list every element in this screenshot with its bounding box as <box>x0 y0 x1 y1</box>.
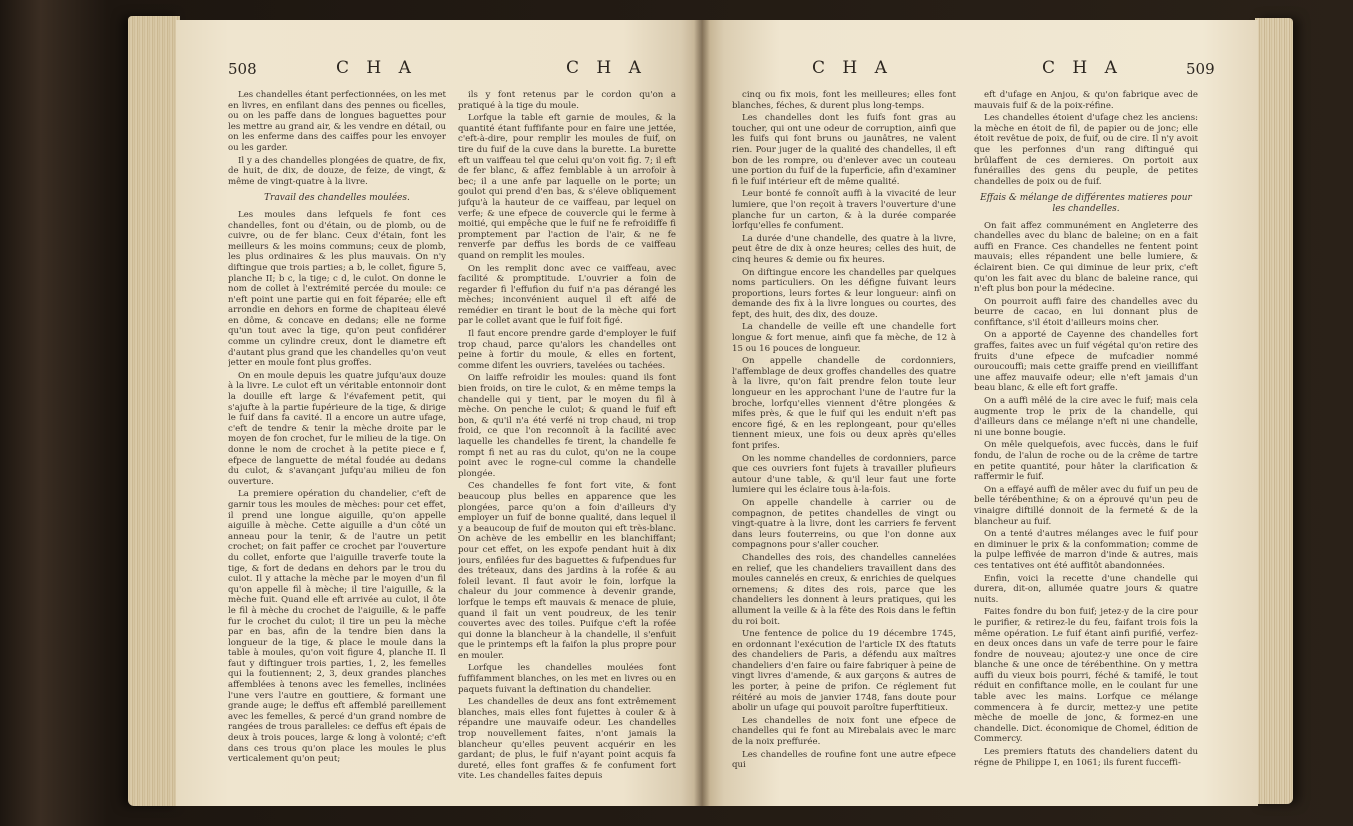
paragraph: On a tenté d'autres mélanges avec le fuif pour en diminuer le prix & la confommation; comme de la pulpe leffivée de marron d'inde & autres, mais ces tentatives ont été auffitôt abandonnées. <box>974 529 1198 571</box>
paragraph: On mêle quelquefois, avec fuccès, dans le fuif fondu, de l'alun de roche ou de la crême de tartre en petite quantité, pour hâter la clarification & raffermir le fuif. <box>974 440 1198 483</box>
section-subtitle: Effais & mélange de différentes matieres pour les chandelles. <box>980 193 1192 214</box>
section-subtitle: Travail des chandelles moulées. <box>264 193 410 204</box>
paragraph: On a auffi mêlé de la cire avec le fuif; mais cela augmente trop le prix de la chandelle, qui d'ailleurs dans ce mélange n'eft ni une chandelle, ni une bonne bougie. <box>974 396 1198 438</box>
right-page-edges <box>1255 18 1293 804</box>
left-page-column-1 <box>228 90 446 806</box>
left-page-edges <box>128 16 180 806</box>
paragraph: Lorfque les chandelles moulées font fuffifamment blanches, on les met en livres ou en paquets fuivant la deftination du chandelier. <box>458 663 676 695</box>
paragraph: Leur bonté fe connoît auffi à la vivacité de leur lumiere, que l'on reçoit à travers l'ouverture d'une planche fur un carton, & à la durée comparée lorfqu'elles fe confument. <box>732 189 956 232</box>
paragraph: La chandelle de veille eft une chandelle fort longue & fort menue, ainfi que fa mèche, de 12 à 15 ou 16 pouces de longueur. <box>732 322 956 354</box>
paragraph: On diftingue encore les chandelles par quelques noms particuliers. On les défigne fuivant leurs proportions, leurs fortes & leur longueur: ainfi on demande des fix à la livre longues ou courtes, des fept, des huit, des dix, des douze. <box>732 267 956 320</box>
paragraph: ils y font retenus par le cordon qu'on a pratiqué à la tige du moule. <box>458 90 676 111</box>
right-page-column-1 <box>732 90 956 806</box>
paragraph: Enfin, voici la recette d'une chandelle qui durera, dit-on, allumée quatre jours & quatre nuits. <box>974 573 1198 605</box>
paragraph: On pourroit auffi faire des chandelles avec du beurre de cacao, en lui donnant plus de confiftance, s'il étoit d'ailleurs moins cher. <box>974 296 1198 328</box>
paragraph: Les premiers ftatuts des chandeliers datent du régne de Philippe I, en 1061; ils furent fucceffi- <box>974 747 1198 768</box>
paragraph: Les chandelles dont les fuifs font gras au toucher, qui ont une odeur de corruption, ainfi que les fuifs qui font bruns ou jaunâtres, ne valent rien. Pour juger de la qualité des chandelles, il eft bon de les rompre, ou d'enlever avec un couteau une portion du fuif de la fuperficie, afin d'examiner fi le fuif intérieur eft de même qualité. <box>732 113 956 187</box>
paragraph: La premiere opération du chandelier, c'eft de garnir tous les moules de mèches: pour cet effet, il prend une longue aiguille, qu'on appelle aiguille à mèche. Cette aiguille a d'un côté un anneau pour la tenir, & de l'autre un petit crochet; on fait paffer ce crochet par l'ouverture du collet, enforte que l'aiguille traverfe toute la tige, & fort de dedans en dehors par le trou du culot. Il y attache la mèche par le moyen d'un fil qu'on appelle fil à mèche; il tire l'aiguille, & la mèche fuit. Quand elle eft arrivée au culot, il ôte le fil à mèche du crochet de l'aiguille, & le paffe fur le crochet du culot; il tire un peu la mèche par en bas, afin de la tendre bien dans la longueur de la tige, & place le moule dans la table à moules, qu'on voit figure 4, planche II. Il faut y diftinguer trois parties, 1, 2, les femelles qui la foutiennent; 2, 3, deux grandes planches affemblées à tenons avec les femelles, inclinées l'une vers l'autre en gouttiere, & formant une grande auge; le deffus eft affemblé pareillement avec les femelles, & percé d'un grand nombre de rangées de trous paralleles: ce deffus eft épais de deux à trois pouces, large & long à volonté; c'eft dans ces trous qu'on place les moules le plus verticalement qu'on peut; <box>228 489 446 765</box>
paragraph: On a apporté de Cayenne des chandelles fort graffes, faites avec un fuif végétal qu'on retire des fruits d'une efpece de mufcadier nommé ouroucouffi; mais cette graiffe prend en vieilliffant une affez mauvaife odeur; elle n'eft jamais d'un beau blanc, & elle eft fort graffe. <box>974 330 1198 394</box>
paragraph: Les moules dans lefquels fe font ces chandelles, font ou d'étain, ou de plomb, ou de cuivre, ou de fer blanc. Ceux d'étain, font les meilleurs & les moins communs; ceux de plomb, les plus ordinaires & les plus mauvais. On n'y diftingue que trois parties; a b, le collet, figure 5, planche II; b c, la tige; c d, le culot. On donne le nom de collet à l'extrémité percée du moule: ce n'eft point une partie qui en foit féparée; elle eft arrondie en dehors en forme de chapiteau élevé en dôme, & concave en dedans; elle ne forme qu'un tout avec la tige, qu'on peut confidérer comme un cylindre creux, dont le diametre eft d'autant plus grand que les chandelles qu'on veut jetter en moule font plus groffes. <box>228 209 446 369</box>
paragraph: Chandelles des rois, des chandelles cannelées en relief, que les chandeliers travaillent dans des moules cannelés en creux, & enrichies de quelques ornemens; & dites des rois, parce que les chandeliers les donnent à leurs pratiques, qui les allument la veille & à la fête des Rois dans le feftin du roi boit. <box>732 552 956 627</box>
paragraph: Il y a des chandelles plongées de quatre, de fix, de huit, de dix, de douze, de feize, de vingt, & même de vingt-quatre à la livre. <box>228 155 446 187</box>
paragraph: Lorfque la table eft garnie de moules, & la quantité étant fuffifante pour en faire une jettée, c'eft-à-dire, pour remplir les moules de fuif, on tire du fuif de la cuve dans la burette. La burette eft un vaiffeau tel que celui qu'on voit fig. 7; il eft de fer blanc, & affez femblable à un arrofoir à bec; il a une anfe par laquelle on le porte; un goulot qui prend d'en bas, & s'éleve obliquement jufqu'à la hauteur de ce vaiffeau, par lequel on verfe; & une efpece de couvercle qui le ferme à moitié, qui empêche que le fuif ne fe refroidiffe fi promptement par l'action de l'air, & ne fe renverfe par deffus les bords de ce vaiffeau quand on remplit les moules. <box>458 113 676 261</box>
paragraph: Ces chandelles fe font fort vite, & font beaucoup plus belles en apparence que les plongées, parce qu'on a foin d'ailleurs d'y employer un fuif de bonne qualité, dans lequel il y a beaucoup de fuif de mouton qui eft très-blanc. On achève de les embellir en les blanchiffant; pour cet effet, on les expofe pendant huit à dix jours, enfilées fur des baguettes & fufpendues fur des tréteaux, dans des jardins à la rofée & au foleil levant. Il faut avoir le foin, lorfque la chaleur du jour commence à devenir grande, lorfque le temps eft mauvais & menace de pluie, quand il fait un vent poudreux, de les tenir couvertes avec des toiles. Puifque c'eft la rofée qui donne la blancheur à la chandelle, il s'enfuit que le printemps eft la faifon la plus propre pour en mouler. <box>458 481 676 661</box>
paragraph: Les chandelles étoient d'ufage chez les anciens: la mèche en étoit de fil, de papier ou de jonc; elle étoit revêtue de poix, de fuif, ou de cire. Il n'y avoit que les perfonnes d'un rang diftingué qui brûlaffent de ces dernieres. On portoit aux funérailles des gens du peuple, de petites chandelles de poix ou de fuif. <box>974 113 1198 187</box>
paragraph: Les chandelles étant perfectionnées, on les met en livres, en enfilant dans des pennes ou ficelles, ou on les paffe dans de longues baguettes pour les mettre au grand air, & les vendre en détail, ou on les enferme dans des caiffes pour les envoyer ou les garder. <box>228 90 446 153</box>
paragraph: On laiffe refroidir les moules: quand ils font bien froids, on tire le culot, & en même temps la chandelle qui y tient, par le moyen du fil à mèche. On penche le culot; & quand le fuif eft bon, & qu'il n'a été verfé ni trop chaud, ni trop froid, ce que l'on reconnoît à la facilité avec laquelle les chandelles fe tirent, la chandelle fe rompt fi net au ras du culot, qu'on ne la coupe point avec le rogne-cul comme la chandelle plongée. <box>458 373 676 479</box>
paragraph: On les remplit donc avec ce vaiffeau, avec facilité & promptitude. L'ouvrier a foin de regarder fi l'effufion du fuif n'a pas dérangé les mèches; inconvénient auquel il eft aifé de remédier en tirant le bout de la mèche qui fort par le collet avant que le fuif foit figé. <box>458 263 676 327</box>
paragraph: Les chandelles de roufine font une autre efpece qui <box>732 749 956 771</box>
paragraph: On les nomme chandelles de cordonniers, parce que ces ouvriers font fujets à travailler plufieurs autour d'une table, & qu'il leur faut une forte lumiere qui les éclaire tous à-la-fois. <box>732 453 956 496</box>
page-number-left: 508 <box>228 60 257 78</box>
book-gutter <box>694 20 710 806</box>
paragraph: cinq ou fix mois, font les meilleures; elles font blanches, féches, & durent plus long-temps. <box>732 90 956 111</box>
paragraph: On fait affez communément en Angleterre des chandelles avec du blanc de baleine; on en a fait auffi en France. Ces chandelles ne fentent point mauvais; elles répandent une belle lumiere, & éclairent bien. Ce qui diminue de leur prix, c'eft qu'on les fait avec du blanc de baleine rance, qui n'eft plus bon pour la médecine. <box>974 220 1198 295</box>
paragraph: La durée d'une chandelle, des quatre à la livre, peut être de dix à onze heures; celles des huit, de cinq heures & demie ou fix heures. <box>732 233 956 265</box>
paragraph: On en moule depuis les quatre jufqu'aux douze à la livre. Le culot eft un véritable entonnoir dont la douille eft large & l'évafement petit, qui s'ajufte à la partie fupérieure de la tige, & dirige le fuif dans fa cavité. Il a encore un autre ufage, c'eft de tendre & tenir la mèche droite par le moyen de fon crochet, fur le milieu de la tige. On donne le nom de crochet à la petite piece e f, efpece de languette de métal foudée au dedans du culot, & s'avançant jufqu'au milieu de fon ouverture. <box>228 370 446 487</box>
left-page-column-2 <box>458 90 676 806</box>
running-header-right-col1: C H A <box>812 58 893 78</box>
paragraph: Faites fondre du bon fuif; jetez-y de la cire pour le purifier, & retirez-le du feu, faifant trois fois la même opération. Le fuif étant ainfi purifié, verfez-en deux onces dans un vafe de terre pour le faire fondre de nouveau; ajoutez-y une once de cire blanche & une once de térébenthine. On y mettra auffi du vieux bois pourri, féché & tamifé, le tout réduit en confiftance molle, en le coulant fur une table avec les mains. Lorfque ce mélange commencera à fe durcir, mettez-y une petite mèche de moelle de jonc, & formez-en une chandelle. Dict. économique de Chomel, édition de Commercy. <box>974 607 1198 745</box>
running-header-left-col2: C H A <box>566 58 647 78</box>
paragraph: Il faut encore prendre garde d'employer le fuif trop chaud, parce qu'alors les chandelles ont peine à fortir du moule, & elles en fortent, comme difent les ouvriers, tavelées ou tachées. <box>458 329 676 371</box>
paragraph: On a effayé auffi de mêler avec du fuif un peu de belle térébenthine; & on a éprouvé qu'un peu de vinaigre diftillé donnoit de la fermeté & de la blancheur au fuif. <box>974 484 1198 527</box>
paragraph: On appelle chandelle de cordonniers, l'affemblage de deux groffes chandelles des quatre à la livre, qu'on fait prendre felon toute leur longueur en les approchant l'une de l'autre fur la broche, lorfqu'elles viennent d'être plongées & mifes près, & que le fuif qui les enduit n'eft pas encore figé, & en les replongeant, pour qu'elles tiennent mieux, une fois ou deux après qu'elles font prifes. <box>732 356 956 451</box>
right-page-column-2 <box>974 90 1198 806</box>
left-page <box>176 20 702 806</box>
page-number-right: 509 <box>1186 60 1215 78</box>
paragraph: Une fentence de police du 19 décembre 1745, en ordonnant l'exécution de l'article IX des ftatuts des chandeliers de Paris, a défendu aux maîtres chandeliers d'en faire ou faire fabriquer à peine de vingt livres d'amende, & aux garçons & autres de les porter, à peine de prifon. Ce réglement fut réitéré au mois de janvier 1748, fans doute pour abolir un ufage qui pouvoit paroître fuperftitieux. <box>732 629 956 714</box>
running-header-left-col1: C H A <box>336 58 417 78</box>
paragraph: eft d'ufage en Anjou, & qu'on fabrique avec de mauvais fuif & de la poix-réfine. <box>974 90 1198 111</box>
paragraph: Les chandelles de deux ans font extrêmement blanches, mais elles font fujettes à couler & à répandre une mauvaife odeur. Les chandelles trop nouvellement faites, n'ont jamais la blancheur qu'elles peuvent acquérir en les gardant; de plus, le fuif n'ayant point acquis fa dureté, elles font graffes & fe confument fort vite. Les chandelles faites depuis <box>458 697 676 782</box>
right-page <box>702 20 1258 806</box>
paragraph: Les chandelles de noix font une efpece de chandelles qui fe font au Mirebalais avec le marc de la noix preffurée. <box>732 715 956 748</box>
paragraph: On appelle chandelle à carrier ou de compagnon, de petites chandelles de vingt ou vingt-quatre à la livre, dont les carriers fe fervent dans leurs fouterreins, ou que l'on donne aux compagnons pour s'aller coucher. <box>732 497 956 551</box>
running-header-right-col2: C H A <box>1042 58 1123 78</box>
